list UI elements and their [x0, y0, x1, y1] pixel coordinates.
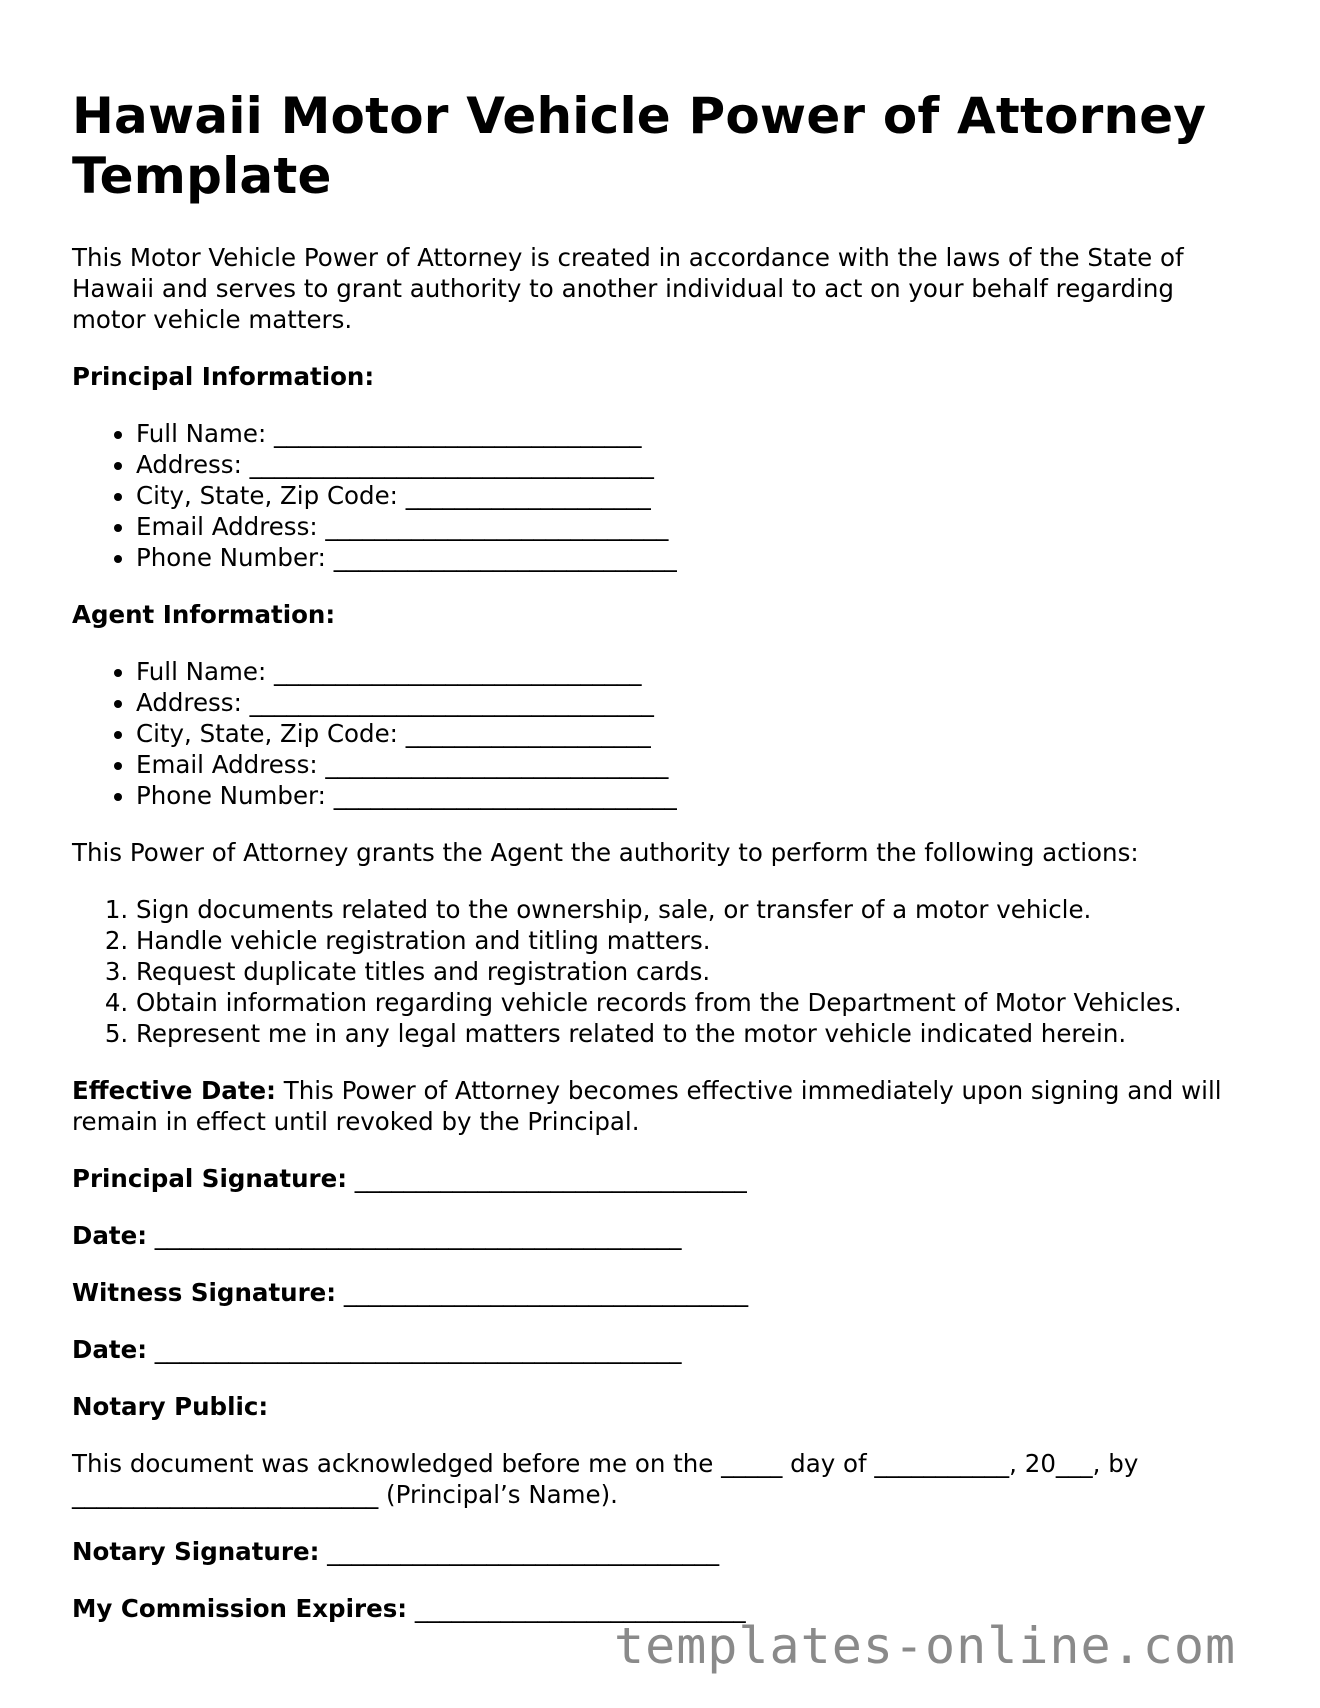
- principal-heading: Principal Information:: [72, 362, 375, 391]
- effective-date-label: Effective Date:: [72, 1076, 276, 1105]
- date-line-2: [72, 1334, 1252, 1365]
- document-page: [72, 86, 1252, 1650]
- effective-date-text: This Power of Attorney becomes effective immediately upon signing and will remain in effect until revoked by the Principal.: [72, 1076, 1222, 1136]
- notary-signature-label: Notary Signature:: [72, 1537, 320, 1566]
- date-label-1: Date:: [72, 1221, 147, 1250]
- principal-signature-label: Principal Signature:: [72, 1164, 348, 1193]
- agent-phone-field: • Phone Number: ____________________________: [136, 780, 1252, 811]
- watermark-text: templates-online.com: [614, 1617, 1237, 1675]
- agent-address-field: • Address: _________________________________: [136, 687, 1252, 718]
- notary-acknowledgment: This document was acknowledged before me on the _____ day of ___________, 20___, by _________________________ (Principal’s Name).: [72, 1449, 1139, 1509]
- effective-date-paragraph: [72, 1075, 1252, 1137]
- grant-paragraph: This Power of Attorney grants the Agent the authority to perform the following actions:: [72, 838, 1139, 867]
- principal-fields-list: [72, 418, 1252, 573]
- document-title: Hawaii Motor Vehicle Power of Attorney Template: [72, 87, 1207, 205]
- principal-full-name-field: • Full Name: ______________________________: [136, 418, 1252, 449]
- date-blank-1: ___________________________________________: [147, 1221, 682, 1250]
- notary-signature-blank: ________________________________: [319, 1537, 720, 1566]
- date-label-2: Date:: [72, 1335, 147, 1364]
- action-item: 1. Sign documents related to the ownership, sale, or transfer of a motor vehicle.: [136, 894, 1252, 925]
- commission-expires-blank: ___________________________: [407, 1594, 746, 1623]
- agent-full-name-field: • Full Name: ______________________________: [136, 656, 1252, 687]
- date-line-1: [72, 1220, 1252, 1251]
- principal-city-state-zip-field: • City, State, Zip Code: ____________________: [136, 480, 1252, 511]
- witness-signature-blank: _________________________________: [336, 1278, 749, 1307]
- agent-city-state-zip-field: • City, State, Zip Code: ____________________: [136, 718, 1252, 749]
- principal-signature-blank: ________________________________: [347, 1164, 747, 1193]
- actions-list: [72, 894, 1252, 1049]
- witness-signature-label: Witness Signature:: [72, 1278, 337, 1307]
- witness-signature-line: [72, 1277, 1252, 1308]
- principal-email-field: • Email Address: ____________________________: [136, 511, 1252, 542]
- agent-heading: Agent Information:: [72, 600, 336, 629]
- intro-paragraph: This Motor Vehicle Power of Attorney is created in accordance with the laws of the State of Hawaii and serves to grant authority to another individual to act on your behalf regarding motor vehicle matters.: [72, 243, 1184, 334]
- agent-email-field: • Email Address: ____________________________: [136, 749, 1252, 780]
- action-item: 5. Represent me in any legal matters related to the motor vehicle indicated herein.: [136, 1018, 1252, 1049]
- notary-heading: Notary Public:: [72, 1392, 269, 1421]
- action-item: 4. Obtain information regarding vehicle records from the Department of Motor Vehicles.: [136, 987, 1252, 1018]
- date-blank-2: ___________________________________________: [147, 1335, 682, 1364]
- principal-signature-line: [72, 1163, 1252, 1194]
- principal-phone-field: • Phone Number: ____________________________: [136, 542, 1252, 573]
- notary-signature-line: [72, 1536, 1252, 1567]
- agent-fields-list: [72, 656, 1252, 811]
- action-item: 2. Handle vehicle registration and titling matters.: [136, 925, 1252, 956]
- principal-address-field: • Address: _________________________________: [136, 449, 1252, 480]
- action-item: 3. Request duplicate titles and registration cards.: [136, 956, 1252, 987]
- commission-expires-label: My Commission Expires:: [72, 1594, 408, 1623]
